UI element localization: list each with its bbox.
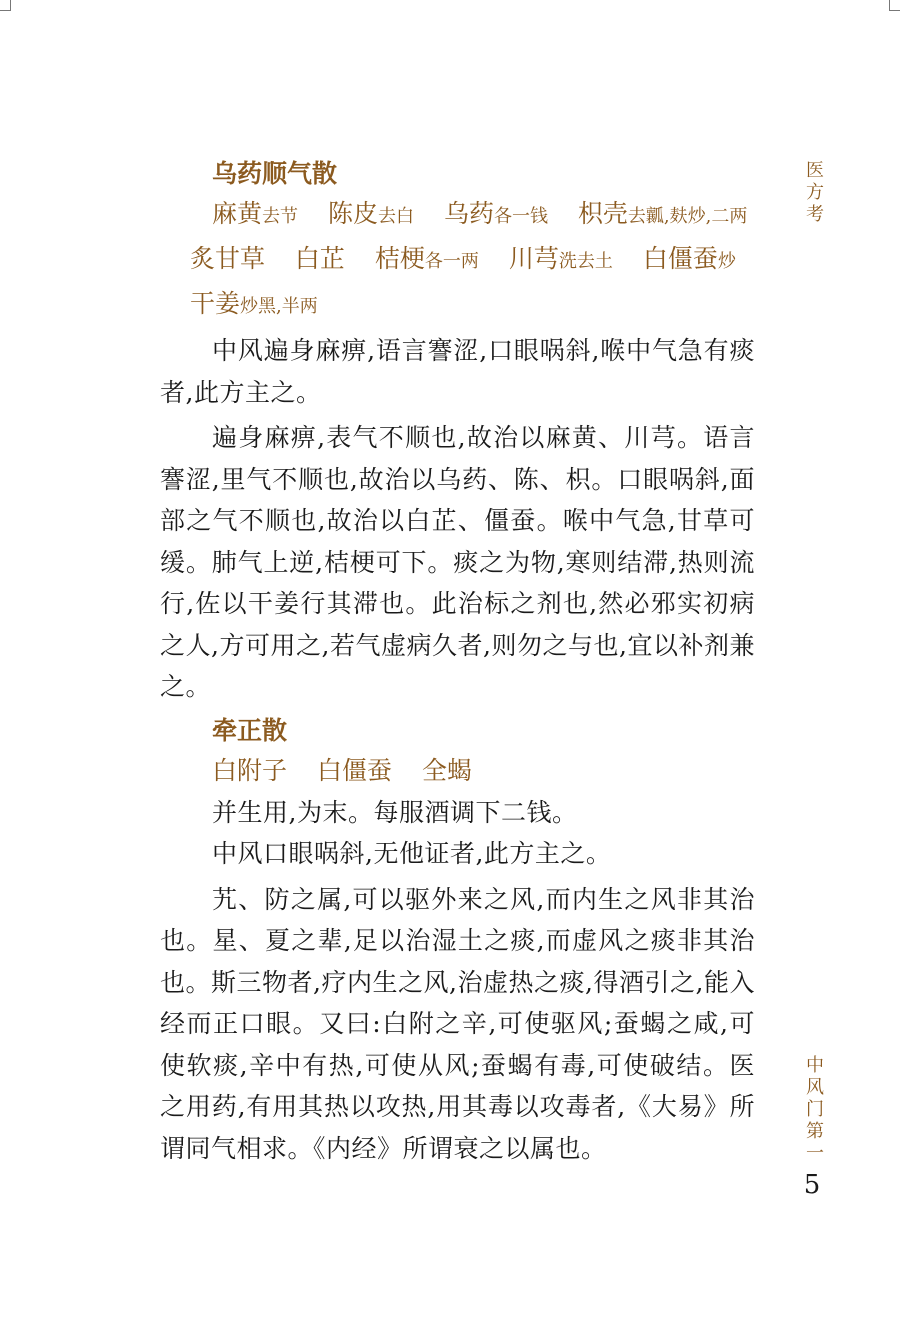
indication-paragraph: 中风遍身麻痹,语言謇涩,口眼㖞斜,喉中气急有痰者,此方主之。 bbox=[160, 336, 755, 407]
herb-item bbox=[578, 199, 747, 228]
herb-item bbox=[444, 199, 548, 228]
herb-name: 炙甘草 bbox=[189, 244, 265, 273]
herb-name: 川芎 bbox=[508, 244, 559, 273]
running-footer: 中 风 门 第 一 bbox=[806, 1055, 824, 1164]
herb-note: 去节 bbox=[262, 206, 299, 227]
herb-name: 乌药 bbox=[443, 199, 494, 228]
herb-note: 去白 bbox=[377, 206, 414, 227]
herb-note: 洗去土 bbox=[558, 251, 613, 272]
herb-name: 麻黄 bbox=[212, 199, 263, 228]
herb-note: 去瓤,麸炒,二两 bbox=[627, 206, 748, 227]
herb-name: 白芷 bbox=[294, 244, 345, 273]
indication-paragraph: 中风口眼㖞斜,无他证者,此方主之。 bbox=[212, 839, 612, 868]
herb-note: 炒 bbox=[717, 251, 736, 272]
herb-item bbox=[212, 199, 298, 228]
herb-item bbox=[643, 244, 736, 273]
herb-item bbox=[509, 244, 613, 273]
running-header: 医 方 考 bbox=[806, 160, 824, 225]
herb-name: 白僵蚕 bbox=[642, 244, 718, 273]
commentary-paragraph: 艽、防之属,可以驱外来之风,而内生之风非其治也。星、夏之辈,足以治湿土之痰,而虚风之痰非其治也。斯三物者,疗内生之风,治虚热之痰,得酒引之,能入经而正口眼。又曰:白附之辛,可使驱风;蚕蝎之咸,可使软痰,辛中有热,可使从风;蚕蝎有毒,可使破结。医之用药,有用其热以攻热,用其毒以攻毒者,《大易》所谓同气相求。《内经》所谓衰之以属也。 bbox=[160, 884, 755, 1163]
herb-name: 干姜 bbox=[189, 289, 240, 318]
commentary-paragraph: 遍身麻痹,表气不顺也,故治以麻黄、川芎。语言謇涩,里气不顺也,故治以乌药、陈、枳。口眼㖞斜,面部之气不顺也,故治以白芷、僵蚕。喉中气急,甘草可缓。肺气上逆,桔梗可下。痰之为物,寒则结滞,热则流行,佐以干姜行其滞也。此治标之剂也,然必邪实初病之人,方可用之,若气虚病久者,则勿之与也,宜以补剂兼之。 bbox=[160, 423, 755, 701]
herb-name: 陈皮 bbox=[327, 199, 378, 228]
herb-name: 枳壳 bbox=[577, 199, 628, 228]
herb-item bbox=[190, 289, 318, 318]
herb-item bbox=[375, 244, 479, 273]
formula-title: 乌药顺气散 bbox=[212, 159, 338, 188]
herb-list bbox=[160, 193, 755, 328]
formula-title: 牵正散 bbox=[212, 715, 288, 745]
herb-name: 白附子 bbox=[212, 755, 288, 785]
herb-name: 全蝎 bbox=[421, 755, 472, 785]
herb-item bbox=[295, 244, 345, 273]
herb-item bbox=[328, 199, 414, 228]
page-body bbox=[160, 155, 755, 1169]
herb-name: 白僵蚕 bbox=[316, 755, 392, 785]
crop-mark-right bbox=[889, 0, 900, 11]
herb-item bbox=[190, 244, 265, 273]
page-number: 5 bbox=[803, 1170, 821, 1200]
herb-note: 各一两 bbox=[424, 251, 479, 272]
herb-note: 各一钱 bbox=[493, 206, 548, 227]
herb-note: 炒黑,半两 bbox=[239, 296, 318, 317]
herb-list bbox=[160, 750, 755, 792]
usage-paragraph: 并生用,为末。每服酒调下二钱。 bbox=[212, 797, 578, 827]
herb-name: 桔梗 bbox=[374, 244, 425, 273]
crop-mark-left bbox=[0, 0, 11, 11]
